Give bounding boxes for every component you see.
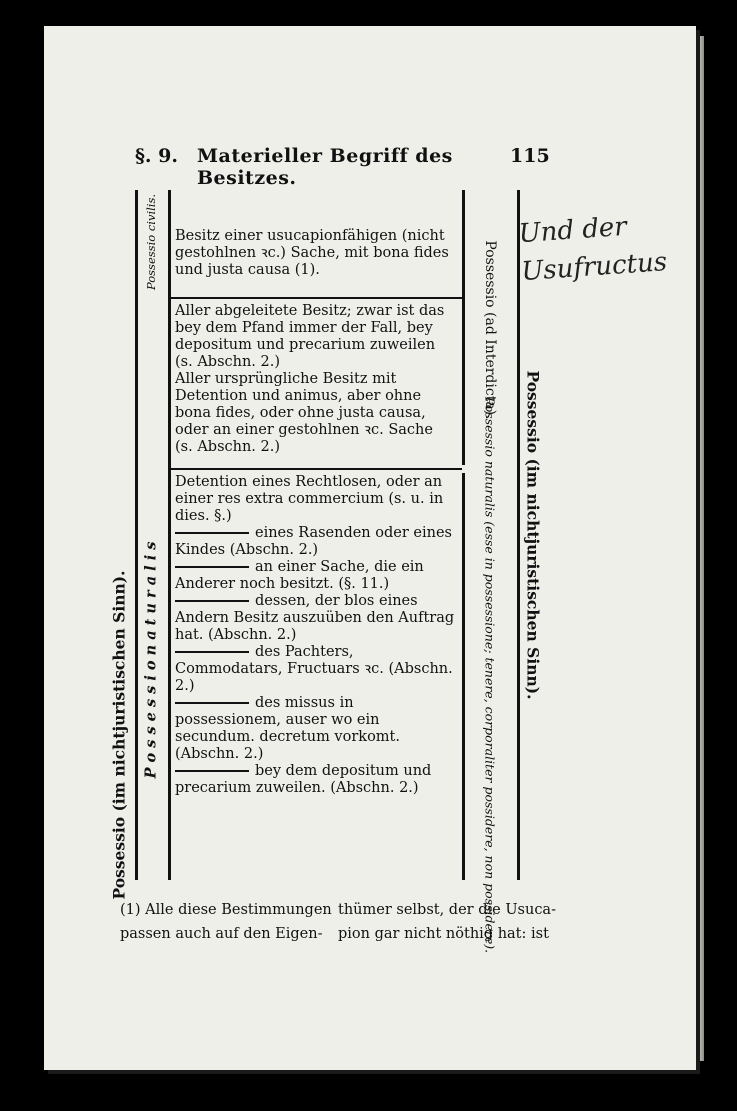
label-right-outer: Possessio (im nichtjuristischen Sinn).	[523, 370, 543, 700]
naturalis-first: Detention eines Rechtlosen, oder an einer res extra commercium (s. u. in dies. §.)	[175, 474, 444, 524]
rule-left-inner	[168, 190, 171, 880]
naturalis-item: an einer Sache, die ein Anderer noch besitzt. (§. 11.)	[175, 559, 424, 592]
label-ad-interdicta: Possessio (ad Interdicta).	[482, 240, 498, 420]
handwritten-annotation	[518, 205, 673, 291]
naturalis-item: des Pachters, Commodatars, Fructuars ꝛc. (Abschn. 2.)	[175, 644, 453, 694]
footnote-line2-right: pion gar nicht nöthig hat: ist	[338, 926, 549, 942]
cell-interdicta	[175, 303, 455, 456]
page-title: Materieller Begriff des Besitzes.	[197, 145, 453, 189]
footnote-line2-left: passen auch auf den Eigen-	[120, 926, 323, 942]
rule-left-outer	[135, 190, 138, 880]
footnote-line1-right: thümer selbst, der die Usuca-	[338, 902, 556, 918]
ditto-dash	[175, 651, 249, 653]
handwriting-line2: Usufructus	[520, 247, 669, 288]
ditto-dash	[175, 532, 249, 534]
ditto-dash	[175, 702, 249, 704]
section-number: §. 9.	[135, 145, 179, 167]
handwriting-line1: Und der	[517, 211, 628, 250]
label-left-outer: Possessio (im nichtjuristischen Sinn).	[109, 570, 129, 900]
civilis-text: Besitz einer usucapionfähigen (nicht gestohlnen ꝛc.) Sache, mit bona fides und justa causa (1).	[175, 228, 449, 278]
running-header	[135, 145, 550, 189]
label-possessio-naturalis: P o s s e s s i o n a t u r a l i s	[142, 541, 160, 779]
naturalis-item: des missus in possessionem, auser wo ein secundum. decretum vorkomt. (Abschn. 2.)	[175, 695, 400, 762]
label-possessio-civilis: Possessio civilis.	[144, 193, 158, 291]
naturalis-item: bey dem depositum und precarium zuweilen. (Abschn. 2.)	[175, 763, 432, 796]
rule-after-interdicta	[170, 468, 462, 470]
naturalis-item: eines Rasenden oder eines Kindes (Abschn. 2.)	[175, 525, 452, 558]
interdicta-derived: Aller abgeleitete Besitz; zwar ist das bey dem Pfand immer der Fall, bey depositum und precarium zuweilen (s. Abschn. 2.)	[175, 303, 445, 370]
ditto-dash	[175, 770, 249, 772]
rule-after-civilis	[170, 297, 462, 299]
cell-naturalis	[175, 474, 455, 797]
label-naturalis-explanation: Possessio naturalis (esse in possessione; tenere, corporaliter possidere, non possidere).	[482, 396, 498, 954]
rule-right-inner-upper	[462, 190, 465, 465]
naturalis-item: dessen, der blos eines Andern Besitz auszuüben den Auftrag hat. (Abschn. 2.)	[175, 593, 455, 643]
page-number: 115	[510, 145, 550, 167]
interdicta-original: Aller ursprüngliche Besitz mit Detention und animus, aber ohne bona fides, oder ohne justa causa, oder an einer gestohlnen ꝛc. Sache (s. Abschn. 2.)	[175, 371, 433, 455]
ditto-dash	[175, 600, 249, 602]
rule-right-outer	[517, 190, 520, 880]
ditto-dash	[175, 566, 249, 568]
cell-civilis	[175, 228, 455, 279]
footnote-line1-left: (1) Alle diese Bestimmungen	[120, 902, 332, 918]
rule-right-inner-lower	[462, 473, 465, 880]
